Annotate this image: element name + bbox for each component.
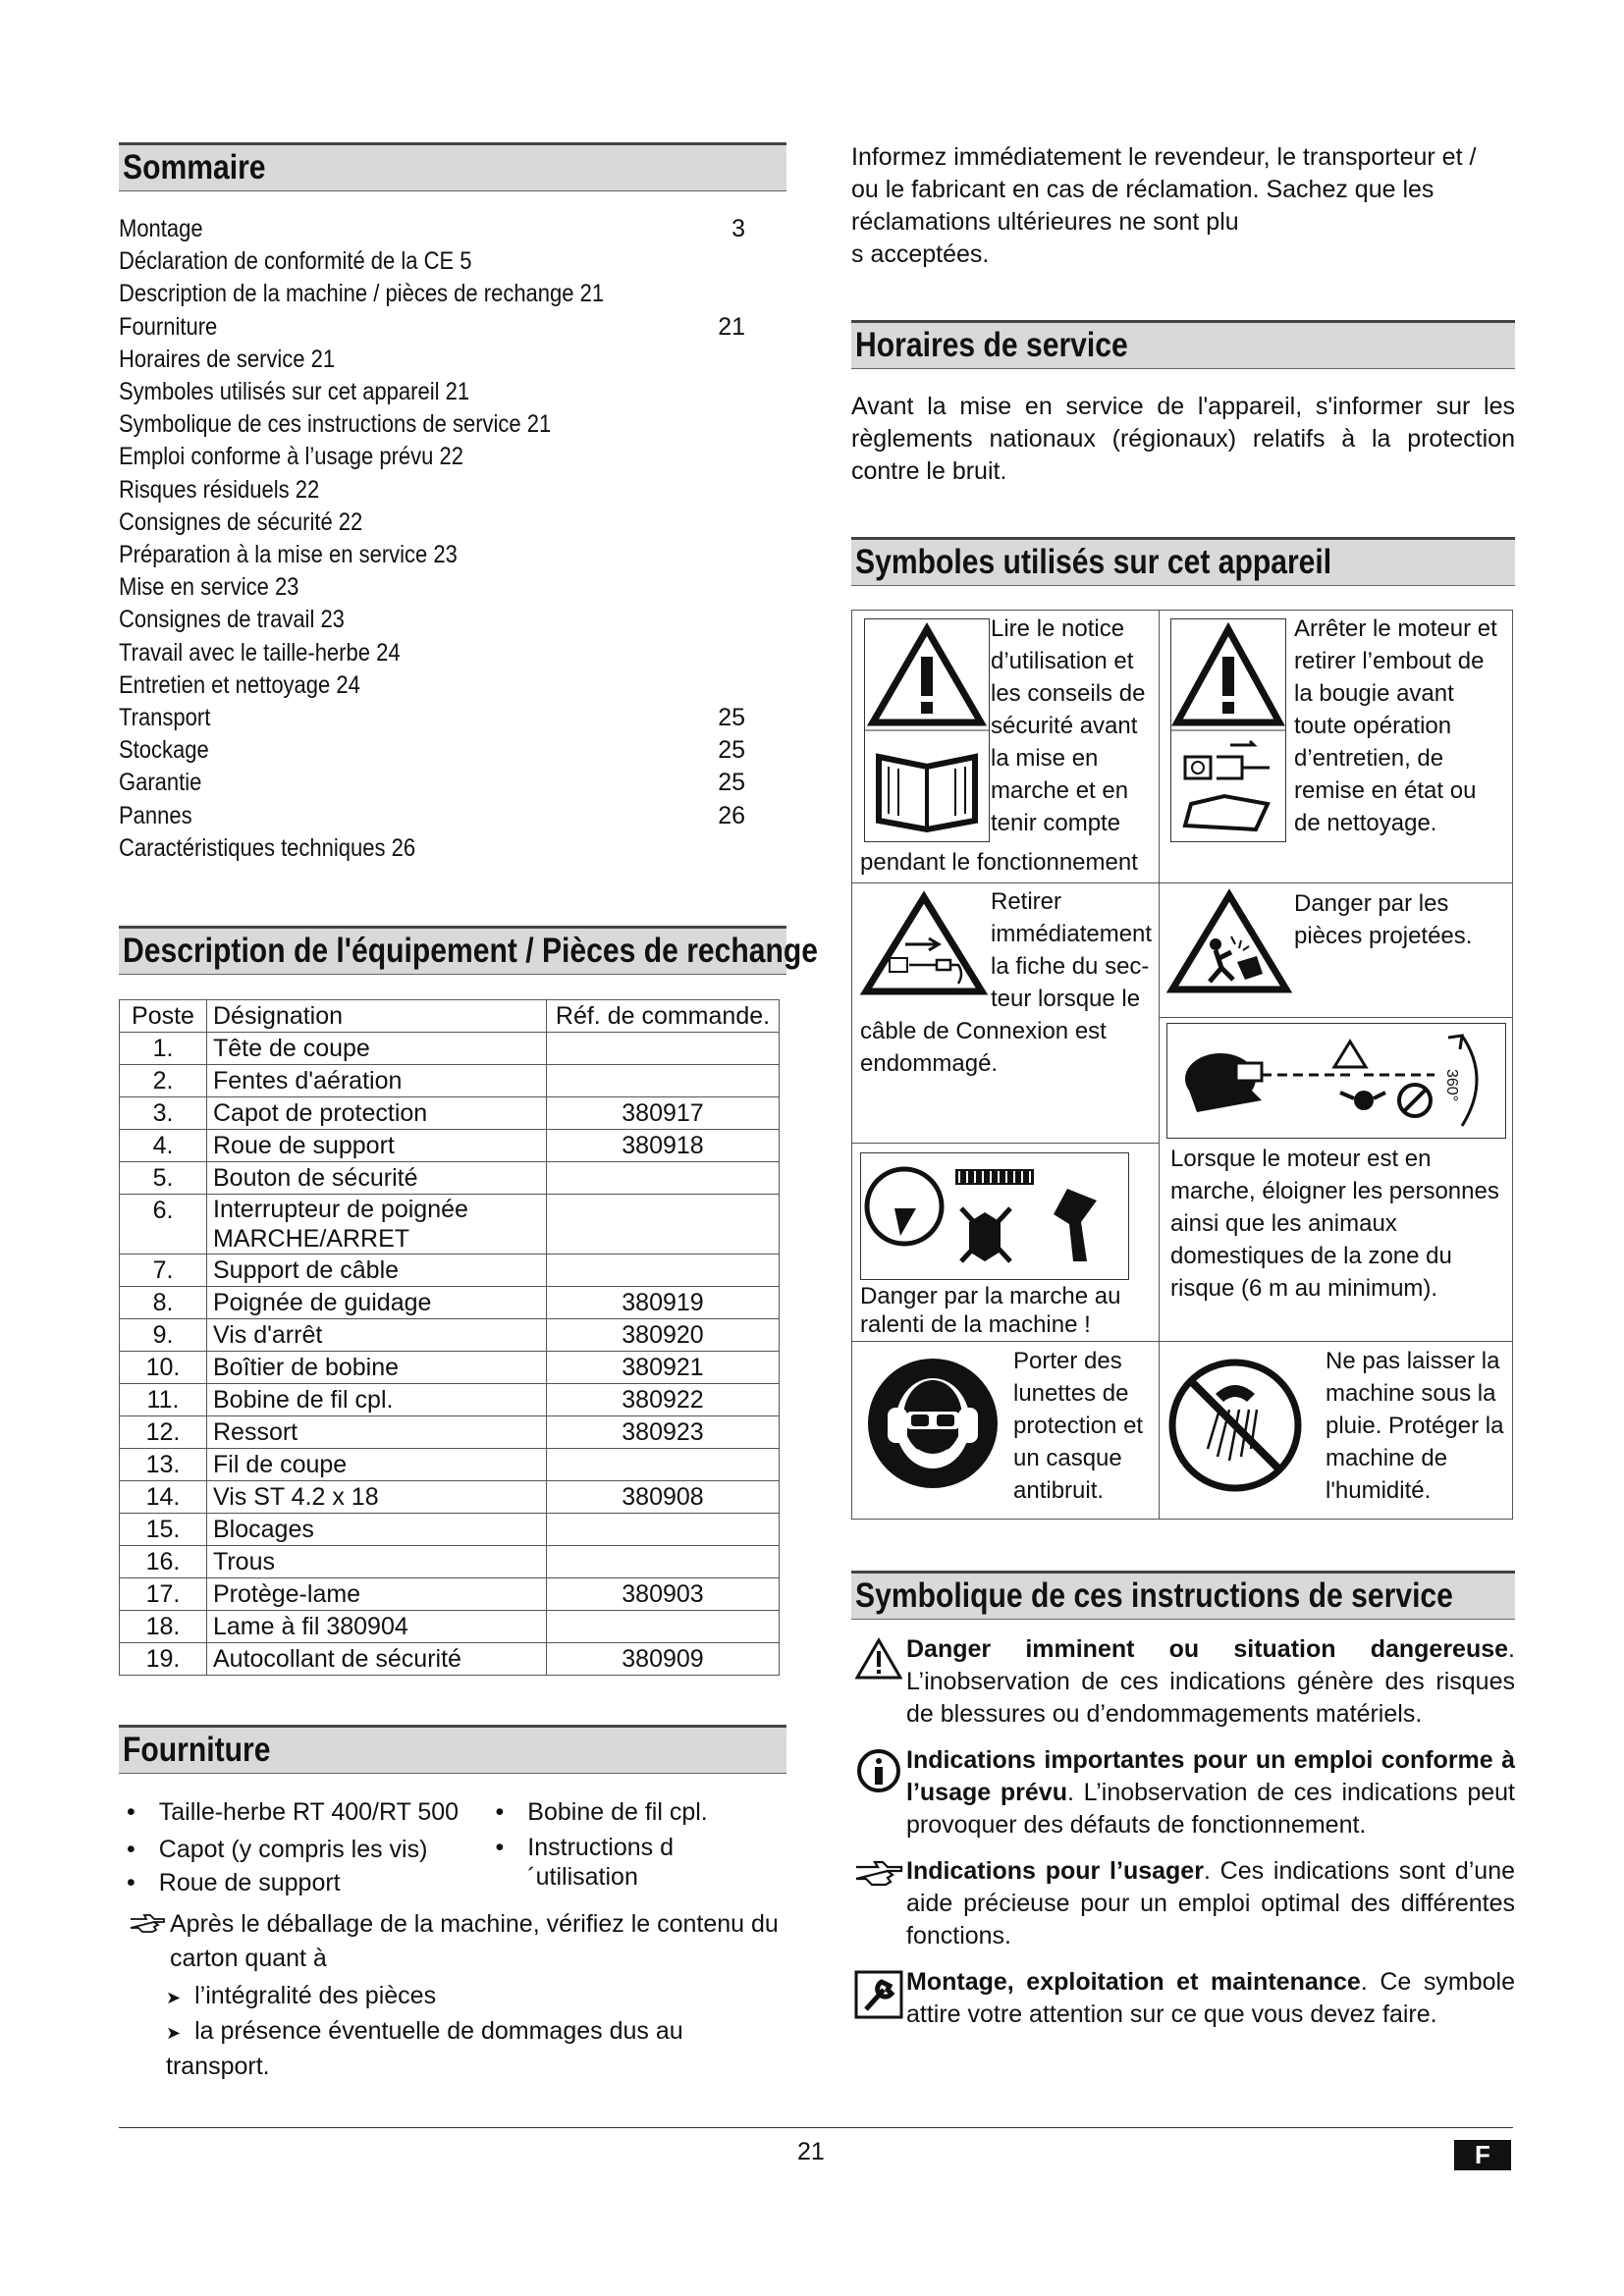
symbol-unplug [860,889,988,997]
symbol-text-line: Ne pas laisser la [1326,1348,1500,1374]
symbol-grid [851,610,1513,1520]
toc-entry: Stockage 25 [119,736,745,765]
symbol-text-line: sécurité avant [991,713,1138,739]
symbol-no-rain [1164,1355,1306,1496]
toc-entry: Montage 3 [119,215,745,242]
table-row: 2. Fentes d'aération [120,1065,780,1097]
symbol-text-line: protection et [1013,1413,1144,1439]
toc-entry: Entretien et nettoyage 24 [119,670,360,699]
symbol-no-rain-text [1326,1345,1503,1507]
table-row: 11. Bobine de fil cpl. 380922 [120,1384,780,1416]
symbol-text-line: Arrêter le moteur et [1294,615,1497,642]
symbol-text-line: d’entretien, de [1294,745,1444,772]
table-row: 12. Ressort 380923 [120,1416,780,1449]
warning-triangle-icon [865,619,989,841]
symbol-text-line: risque (6 m au minimum). [1170,1275,1438,1302]
toc-entry: Transport 25 [119,704,745,732]
toc-entry: Préparation à la mise en service 23 [119,541,458,569]
no-rain-icon [1164,1355,1306,1496]
pointing-hand-icon [851,1855,906,1952]
symbol-text-line: marche et en [991,777,1129,804]
symbol-text-line: teur lorsque le [991,986,1141,1012]
symbol-text-line: câble de Connexion est [860,1018,1107,1044]
toc-entry: Consignes de sécurité 22 [119,507,363,536]
protection-gear-icon [862,1353,1003,1494]
symbol-text-line: immédiatement [991,921,1153,947]
symbol-text-line: la bougie avant [1294,680,1454,707]
table-row: 17. Protège-lame 380903 [120,1578,780,1611]
symbol-text-line: Lire le notice [991,615,1125,642]
sommaire-heading: Sommaire [119,142,786,191]
supply-item: • Bobine de fil cpl. [496,1795,786,1829]
table-row: 18. Lame à fil 380904 [120,1611,780,1643]
symbol-text-line: antibruit. [1013,1477,1105,1504]
toc-entry: Déclaration de conformité de la CE 5 [119,247,472,276]
symbol-read-manual [864,618,990,842]
symbol-text-line: machine sous la [1326,1380,1496,1407]
projected-parts-icon [1166,887,1292,997]
table-row: 5. Bouton de sécurité [120,1162,780,1195]
symbol-text-line: pluie. Protéger la [1326,1413,1504,1439]
table-of-contents [119,213,786,865]
parts-table [119,999,780,1676]
symbol-idle-danger [860,1152,1129,1280]
symbol-text-line: ralenti de la machine ! [860,1311,1091,1338]
legend-item: Indications pour l’usager. Ces indications sont d’une aide précieuse pour un emploi optimal des différentes fonctions. [851,1855,1515,1952]
table-row: 14. Vis ST 4.2 x 18 380908 [120,1481,780,1514]
left-column [119,142,819,2083]
supply-item: • Instructions d´utilisation [495,1834,674,1892]
symbol-text-line: Retirer [991,888,1062,915]
warning-triangle-icon [851,1633,906,1731]
table-row: 4. Roue de support 380918 [120,1130,780,1162]
symbol-text-line: la mise en [991,745,1099,772]
claims-paragraph: Informez immédiatement le revendeur, le transporteur et / ou le fabricant en cas de réclamation. Sachez que les réclamations ultérieures ne sont plu s acceptées. [851,143,1477,268]
toc-entry: Symboles utilisés sur cet appareil 21 [119,378,470,406]
toc-entry: Description de la machine / pièces de rechange 21 [119,280,605,308]
toc-entry: Caractéristiques techniques 26 [119,833,416,862]
symbol-text-line: marche, éloigner les personnes [1170,1178,1499,1204]
symbol-read-manual-text [991,613,1145,839]
symbol-text-line: machine de [1326,1445,1448,1471]
symbol-keep-distance [1166,1023,1506,1139]
toc-entry: Mise en service 23 [119,573,299,602]
symbol-text-line: d’utilisation et [991,648,1134,674]
table-row: 9. Vis d'arrêt 380920 [120,1319,780,1352]
table-row: 8. Poignée de guidage 380919 [120,1287,780,1319]
supply-item: • Taille-herbe RT 400/RT 500 [127,1795,496,1829]
symbol-text-line: Danger par les [1294,890,1449,917]
idle-danger-icon [861,1153,1128,1279]
language-badge: F [1454,2140,1511,2170]
toc-entry: Horaires de service 21 [119,345,336,373]
legend-item: Montage, exploitation et maintenance. Ce symbole attire votre attention sur ce que vous devez faire. [851,1966,1515,2031]
symbol-text-line: lunettes de [1013,1380,1129,1407]
col-designation: Désignation [207,1000,547,1033]
spark-plug-icon [1185,757,1211,778]
table-row: 6. Interrupteur de poignée MARCHE/ARRET [120,1195,780,1255]
info-circle-icon [851,1744,906,1842]
symbol-text-line: l'humidité. [1326,1477,1432,1504]
legend-item: Danger imminent ou situation dangereuse. L’inobservation de ces indications génère des risques de blessures ou d’endommagements matériels. [851,1633,1515,1731]
description-heading: Description de l'équipement / Pièces de rechange [119,926,786,975]
symbol-unplug-text [991,885,1152,1015]
col-ref: Réf. de commande. [547,1000,780,1033]
toc-entry: Pannes 26 [119,801,745,829]
supply-item: • Capot (y compris les vis) [127,1833,496,1866]
right-column [851,142,1515,2031]
horaires-text: Avant la mise en service de l'appareil, s'informer sur les règlements nationaux (régionaux) relatifs à la protection contre le bruit. [851,393,1515,485]
rotation-label: 360° [1443,1069,1460,1102]
symbol-unplug-tail [860,1015,1107,1080]
symbol-projected-parts [1166,887,1292,997]
footer-divider [119,2127,1513,2128]
supply-list [119,1795,786,1899]
table-row: 16. Trous [120,1546,780,1578]
symbol-protection-text [1013,1345,1143,1507]
symbol-text-line: un casque [1013,1445,1122,1471]
col-poste: Poste [120,1000,207,1033]
toc-entry: Fourniture 21 [119,312,745,341]
table-row: 7. Support de câble [120,1255,780,1287]
symbol-text-line: retirer l’embout de [1294,648,1485,674]
symbol-text-line: tenir compte [991,810,1121,836]
supply-item: • Roue de support [127,1866,496,1899]
symbol-text-line: Lorsque le moteur est en [1170,1146,1432,1172]
book-icon [1185,796,1268,829]
wrench-icon [851,1966,906,2031]
symbol-stop-motor [1170,618,1286,842]
fourniture-heading: Fourniture [119,1725,786,1774]
toc-entry: Consignes de travail 23 [119,606,345,634]
symbol-text-line: la fiche du sec- [991,953,1150,980]
pointing-hand-icon [129,1907,170,1976]
table-row: 15. Blocages [120,1514,780,1546]
toc-entry: Travail avec le taille-herbe 24 [119,638,401,667]
symbol-stop-motor-text [1294,613,1497,839]
check-item: ➤ l’intégralité des pièces [166,1982,437,2010]
horaires-heading: Horaires de service [851,320,1515,369]
symbol-text-line: remise en état ou [1294,777,1477,804]
symbol-text-line: pièces projetées. [1294,923,1473,949]
symboles-heading: Symboles utilisés sur cet appareil [851,537,1515,586]
unplug-icon [860,889,988,997]
page-number: 21 [797,2138,825,2165]
symbol-protection [862,1353,1003,1494]
symbol-text-line: Porter des [1013,1348,1122,1374]
table-row: 10. Boîtier de bobine 380921 [120,1352,780,1384]
symbol-text-line: Danger par la marche au [860,1283,1121,1309]
symbol-text-line: domestiques de la zone du [1170,1243,1452,1269]
symbol-text-line: toute opération [1294,713,1452,739]
warning-triangle-icon [1171,619,1285,841]
legend-list [851,1633,1515,2031]
symbol-text-line: les conseils de [991,680,1146,707]
symbolique-heading: Symbolique de ces instructions de service [851,1571,1515,1620]
symbol-read-manual-tail: pendant le fonctionnement [860,849,1138,876]
symbol-text-line: ainsi que les animaux [1170,1210,1397,1237]
symbol-text-line: de nettoyage. [1294,810,1437,836]
check-item: ➤ la présence éventuelle de dommages dus au transport. [166,2017,683,2081]
table-row: 1. Tête de coupe [120,1033,780,1065]
symbol-idle-danger-text [860,1282,1120,1339]
table-row: 13. Fil de coupe [120,1449,780,1481]
symbol-text-line: endommagé. [860,1050,999,1077]
toc-entry: Risques résiduels 22 [119,475,320,504]
symbol-keep-distance-text [1170,1143,1499,1305]
table-row: 19. Autocollant de sécurité 380909 [120,1643,780,1676]
toc-entry: Symbolique de ces instructions de service 21 [119,410,552,439]
unpack-note: Après le déballage de la machine, vérifiez le contenu du carton quant à [119,1907,786,1976]
toc-entry: Garantie 25 [119,769,745,797]
legend-item: Indications importantes pour un emploi conforme à l’usage prévu. L’inobservation de ces indications peut provoquer des défauts de fonctionnement. [851,1744,1515,1842]
toc-entry: Emploi conforme à l’usage prévu 22 [119,443,463,471]
table-row: 3. Capot de protection 380917 [120,1097,780,1130]
symbol-projected-parts-text [1294,887,1472,952]
